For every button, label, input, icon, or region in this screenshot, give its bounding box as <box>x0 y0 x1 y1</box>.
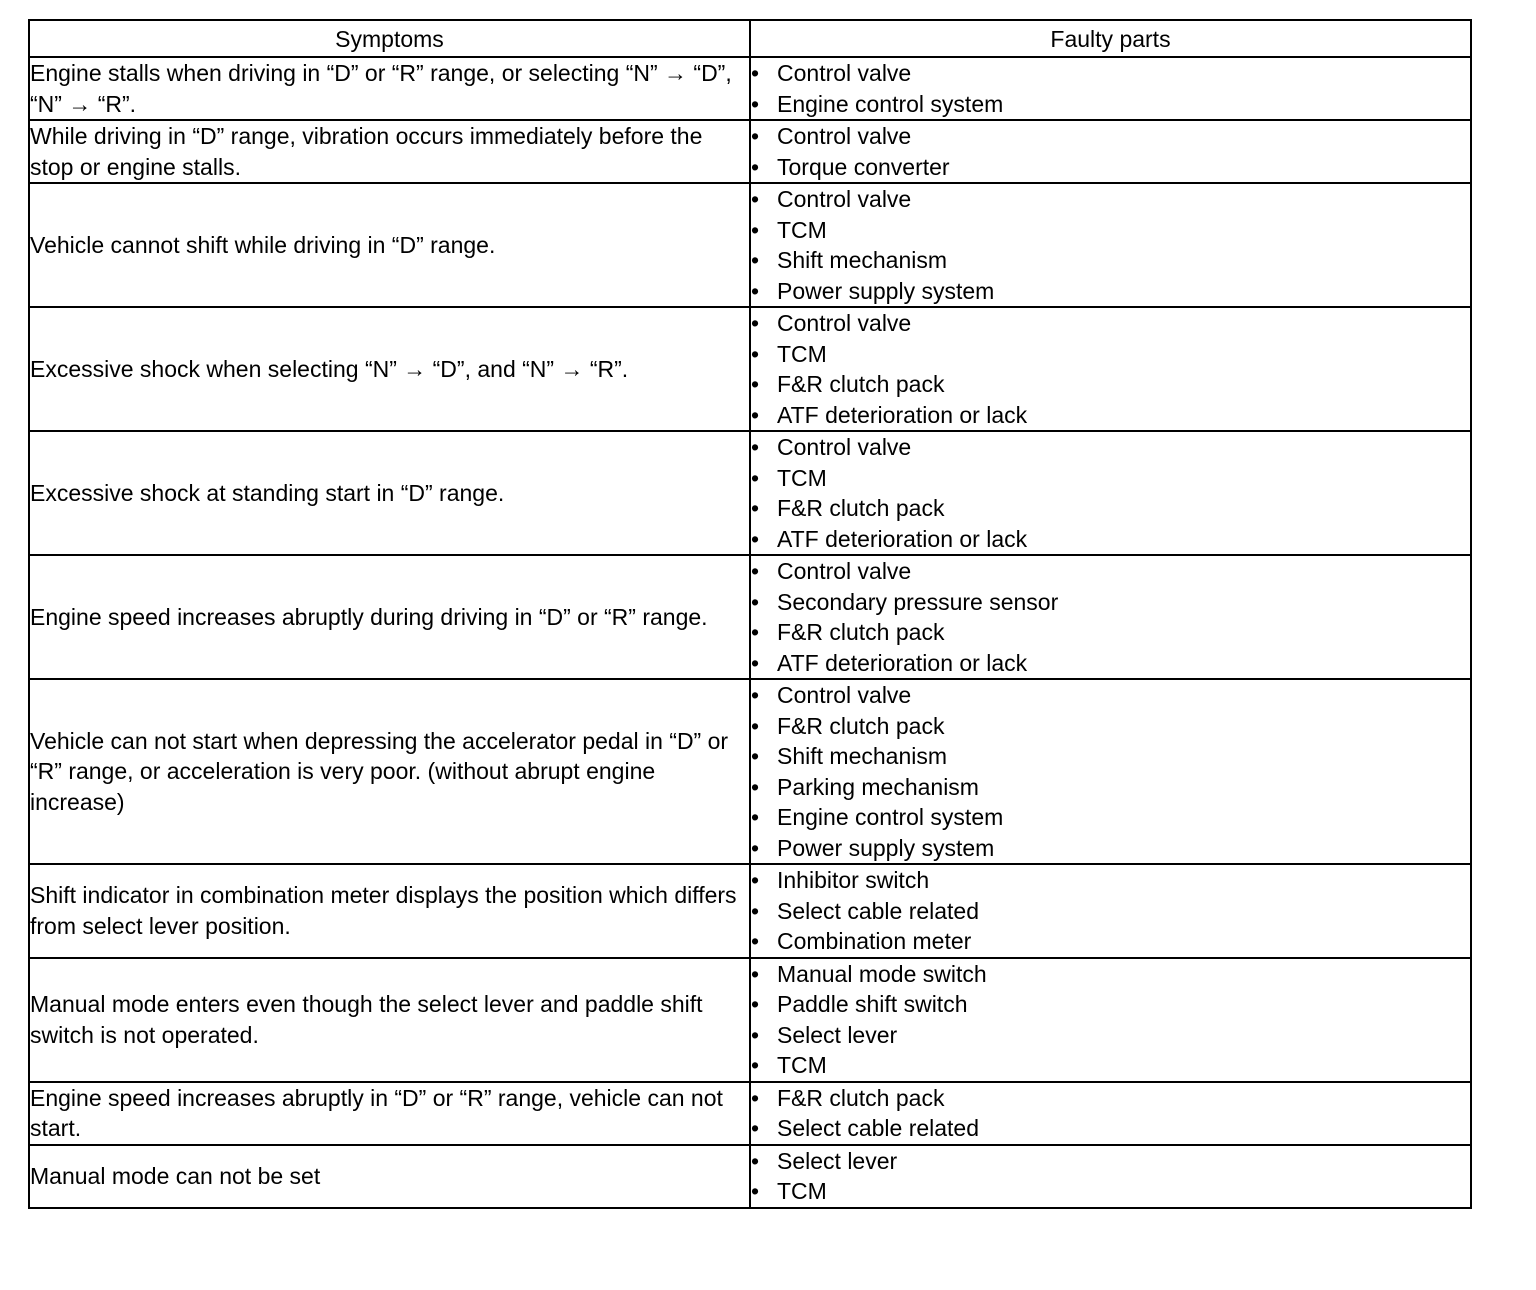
faulty-parts-list <box>751 959 1470 1081</box>
faulty-part-item: • Power supply system <box>751 833 1470 864</box>
faulty-part-item: • ATF deterioration or lack <box>751 648 1470 679</box>
faulty-parts-cell <box>750 1145 1471 1208</box>
table-row <box>29 307 1471 431</box>
table-row <box>29 431 1471 555</box>
faulty-part-item: • Control valve <box>751 308 1470 339</box>
symptom-cell: Engine speed increases abruptly in “D” or “R” range, vehicle can not start. <box>29 1082 750 1145</box>
table-row <box>29 1145 1471 1208</box>
symptom-cell: Manual mode can not be set <box>29 1145 750 1208</box>
faulty-part-item: • F&R clutch pack <box>751 617 1470 648</box>
column-header-faulty-parts: Faulty parts <box>750 20 1471 57</box>
faulty-part-item: • Select cable related <box>751 896 1470 927</box>
faulty-part-item: • Inhibitor switch <box>751 865 1470 896</box>
faulty-part-item: • Control valve <box>751 121 1470 152</box>
faulty-parts-cell <box>750 958 1471 1082</box>
faulty-part-item: • F&R clutch pack <box>751 711 1470 742</box>
faulty-parts-cell <box>750 57 1471 120</box>
faulty-part-item: • F&R clutch pack <box>751 1083 1470 1114</box>
faulty-part-item: • Select lever <box>751 1146 1470 1177</box>
faulty-parts-list <box>751 308 1470 430</box>
faulty-part-item: • Control valve <box>751 184 1470 215</box>
table-row <box>29 120 1471 183</box>
header-row <box>29 20 1471 57</box>
faulty-part-item: • TCM <box>751 339 1470 370</box>
table-row <box>29 958 1471 1082</box>
faulty-parts-cell <box>750 120 1471 183</box>
faulty-part-item: • Engine control system <box>751 802 1470 833</box>
column-header-symptoms: Symptoms <box>29 20 750 57</box>
faulty-parts-list <box>751 680 1470 863</box>
symptom-cell: Excessive shock at standing start in “D” range. <box>29 431 750 555</box>
faulty-part-item: • TCM <box>751 1176 1470 1207</box>
faulty-part-item: • Secondary pressure sensor <box>751 587 1470 618</box>
faulty-part-item: • Manual mode switch <box>751 959 1470 990</box>
faulty-part-item: • Combination meter <box>751 926 1470 957</box>
faulty-part-item: • Paddle shift switch <box>751 989 1470 1020</box>
faulty-part-item: • Control valve <box>751 680 1470 711</box>
faulty-parts-cell <box>750 183 1471 307</box>
symptom-cell: Manual mode enters even though the select lever and paddle shift switch is not operated. <box>29 958 750 1082</box>
faulty-part-item: • Shift mechanism <box>751 741 1470 772</box>
symptom-cell: Shift indicator in combination meter displays the position which differs from select lever position. <box>29 864 750 958</box>
table-row <box>29 1082 1471 1145</box>
faulty-parts-cell <box>750 679 1471 864</box>
symptom-cell: Excessive shock when selecting “N” → “D”, and “N” → “R”. <box>29 307 750 431</box>
faulty-part-item: • Control valve <box>751 556 1470 587</box>
faulty-part-item: • Control valve <box>751 58 1470 89</box>
faulty-parts-list <box>751 184 1470 306</box>
table-row <box>29 555 1471 679</box>
faulty-part-item: • F&R clutch pack <box>751 369 1470 400</box>
faulty-part-item: • Power supply system <box>751 276 1470 307</box>
faulty-parts-list <box>751 1146 1470 1207</box>
faulty-part-item: • TCM <box>751 215 1470 246</box>
faulty-parts-cell <box>750 555 1471 679</box>
faulty-part-item: • Parking mechanism <box>751 772 1470 803</box>
faulty-parts-cell <box>750 1082 1471 1145</box>
faulty-parts-list <box>751 1083 1470 1144</box>
faulty-parts-cell <box>750 307 1471 431</box>
symptom-cell: Vehicle cannot shift while driving in “D” range. <box>29 183 750 307</box>
faulty-parts-cell <box>750 431 1471 555</box>
faulty-parts-cell <box>750 864 1471 958</box>
faulty-part-item: • Shift mechanism <box>751 245 1470 276</box>
symptom-cell: While driving in “D” range, vibration occurs immediately before the stop or engine stalls. <box>29 120 750 183</box>
faulty-parts-list <box>751 121 1470 182</box>
symptom-cell: Vehicle can not start when depressing the accelerator pedal in “D” or “R” range, or acceleration is very poor. (without abrupt engine increase) <box>29 679 750 864</box>
faulty-part-item: • Select cable related <box>751 1113 1470 1144</box>
symptom-cell: Engine stalls when driving in “D” or “R” range, or selecting “N” → “D”, “N” → “R”. <box>29 57 750 120</box>
table-row <box>29 864 1471 958</box>
faulty-part-item: • ATF deterioration or lack <box>751 400 1470 431</box>
symptom-cell: Engine speed increases abruptly during driving in “D” or “R” range. <box>29 555 750 679</box>
faulty-parts-list <box>751 556 1470 678</box>
faulty-part-item: • TCM <box>751 463 1470 494</box>
faulty-part-item: • TCM <box>751 1050 1470 1081</box>
faulty-parts-list <box>751 865 1470 957</box>
faulty-part-item: • Control valve <box>751 432 1470 463</box>
faulty-part-item: • Select lever <box>751 1020 1470 1051</box>
faulty-parts-list <box>751 58 1470 119</box>
table-row <box>29 679 1471 864</box>
diagnosis-table <box>28 19 1472 1209</box>
faulty-part-item: • F&R clutch pack <box>751 493 1470 524</box>
faulty-part-item: • ATF deterioration or lack <box>751 524 1470 555</box>
faulty-part-item: • Torque converter <box>751 152 1470 183</box>
table-row <box>29 183 1471 307</box>
table-row <box>29 57 1471 120</box>
faulty-parts-list <box>751 432 1470 554</box>
faulty-part-item: • Engine control system <box>751 89 1470 120</box>
